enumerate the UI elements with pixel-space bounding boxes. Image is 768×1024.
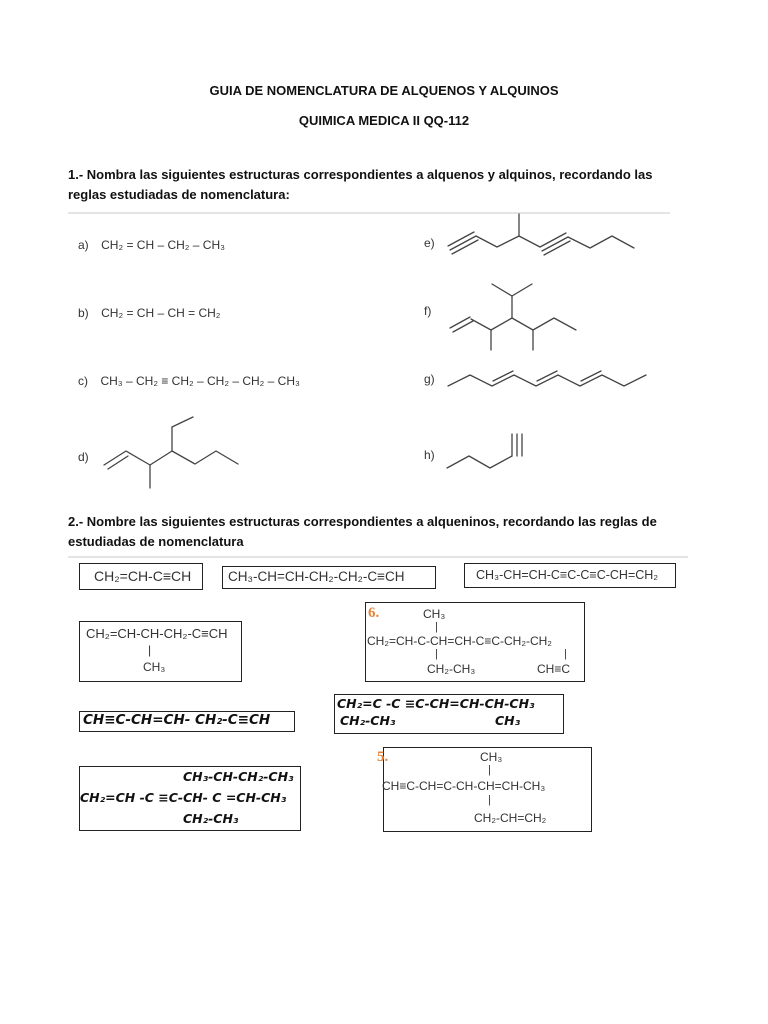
formula-text: CH₂=CH-C≡CH [94, 568, 192, 584]
formula-text: CH≡C-CH=C-CH-CH=CH-CH₃ [382, 779, 546, 793]
bond-line: | [148, 643, 152, 657]
item-label-e: e) [424, 236, 435, 250]
structure-d [104, 417, 238, 488]
bond-line: | [435, 621, 438, 633]
bond-line: | [488, 764, 491, 776]
item-label: a) [78, 238, 89, 252]
item-formula: CH₂ = CH – CH₂ – CH₃ [101, 238, 226, 252]
structure-box-9 [377, 747, 592, 832]
bond-line: | [564, 648, 567, 660]
substituent-text: CH₂-CH=CH₂ [474, 811, 547, 825]
structure-box-8 [79, 766, 301, 831]
structure-box-2 [222, 566, 436, 589]
structure-box-7 [334, 694, 564, 734]
substituent-text: CH₂-CH₃ [427, 662, 476, 676]
formula-text: CH₂=CH-CH-CH₂-C≡CH [86, 626, 228, 641]
formula-text: CH₂=CH -C ≡C-CH- C =CH-CH₃ [80, 790, 287, 805]
formula-text: CH₂=CH-C-CH=CH-C≡C-CH₂-CH₂ [367, 634, 552, 648]
substituent-text: CH₃ [495, 713, 521, 728]
structure-e [448, 214, 634, 255]
item-label-h: h) [424, 448, 435, 462]
bond-line: | [435, 648, 438, 660]
substituent-text: CH₃ [143, 660, 166, 674]
structure-box-1 [79, 563, 203, 590]
formula-text: CH≡C-CH=CH- CH₂-C≡CH [83, 712, 271, 728]
structure-h [447, 434, 522, 468]
page-title: GUIA DE NOMENCLATURA DE ALQUENOS Y ALQUINOS [209, 83, 559, 98]
structure-box-4 [79, 621, 242, 682]
structure-box-6 [79, 711, 295, 732]
bond-line: | [488, 794, 491, 806]
exercise-number: 5. [377, 749, 389, 765]
item-label: d) [78, 450, 89, 464]
item-label-g: g) [424, 372, 435, 386]
formula-text: CH₃-CH=CH-CH₂-CH₂-C≡CH [228, 569, 405, 584]
structure-box-5 [365, 602, 585, 682]
item-formula: CH₂ = CH – CH = CH₂ [101, 306, 221, 320]
structure-box-3 [464, 563, 676, 588]
structure-g [448, 371, 646, 386]
course-subtitle: QUIMICA MEDICA II QQ-112 [298, 113, 470, 128]
substituent-text: CH₃ [423, 607, 446, 621]
substituent-text: CH₃ [480, 750, 503, 764]
exercise-number: 6. [368, 605, 380, 621]
item-label-f: f) [424, 304, 432, 318]
formula-text: CH₃-CH=CH-C≡C-C≡C-CH=CH₂ [476, 568, 659, 582]
item-formula: CH₃ – CH₂ ≡ CH₂ – CH₂ – CH₂ – CH₃ [100, 374, 300, 388]
section2-instruction: 2.- Nombre las siguientes estructuras correspondientes a alqueninos, recordando las reglas de estudiadas de nomenclatura [68, 514, 657, 549]
structure-f [450, 284, 576, 350]
section2-divider [68, 556, 688, 558]
substituent-text: CH₃-CH-CH₂-CH₃ [183, 769, 294, 784]
section1-instruction: 1.- Nombra las siguientes estructuras correspondientes a alquenos y alquinos, recordando las reglas estudiadas de nomenclatura: [68, 167, 653, 202]
item-label: b) [78, 306, 89, 320]
item-label: c) [78, 374, 88, 388]
substituent-text: CH₂-CH₃ [340, 713, 396, 728]
substituent-text: CH₂-CH₃ [183, 811, 239, 826]
formula-text: CH₂=C -C ≡C-CH=CH-CH-CH₃ [337, 696, 535, 711]
substituent-text: CH≡C [537, 662, 570, 676]
